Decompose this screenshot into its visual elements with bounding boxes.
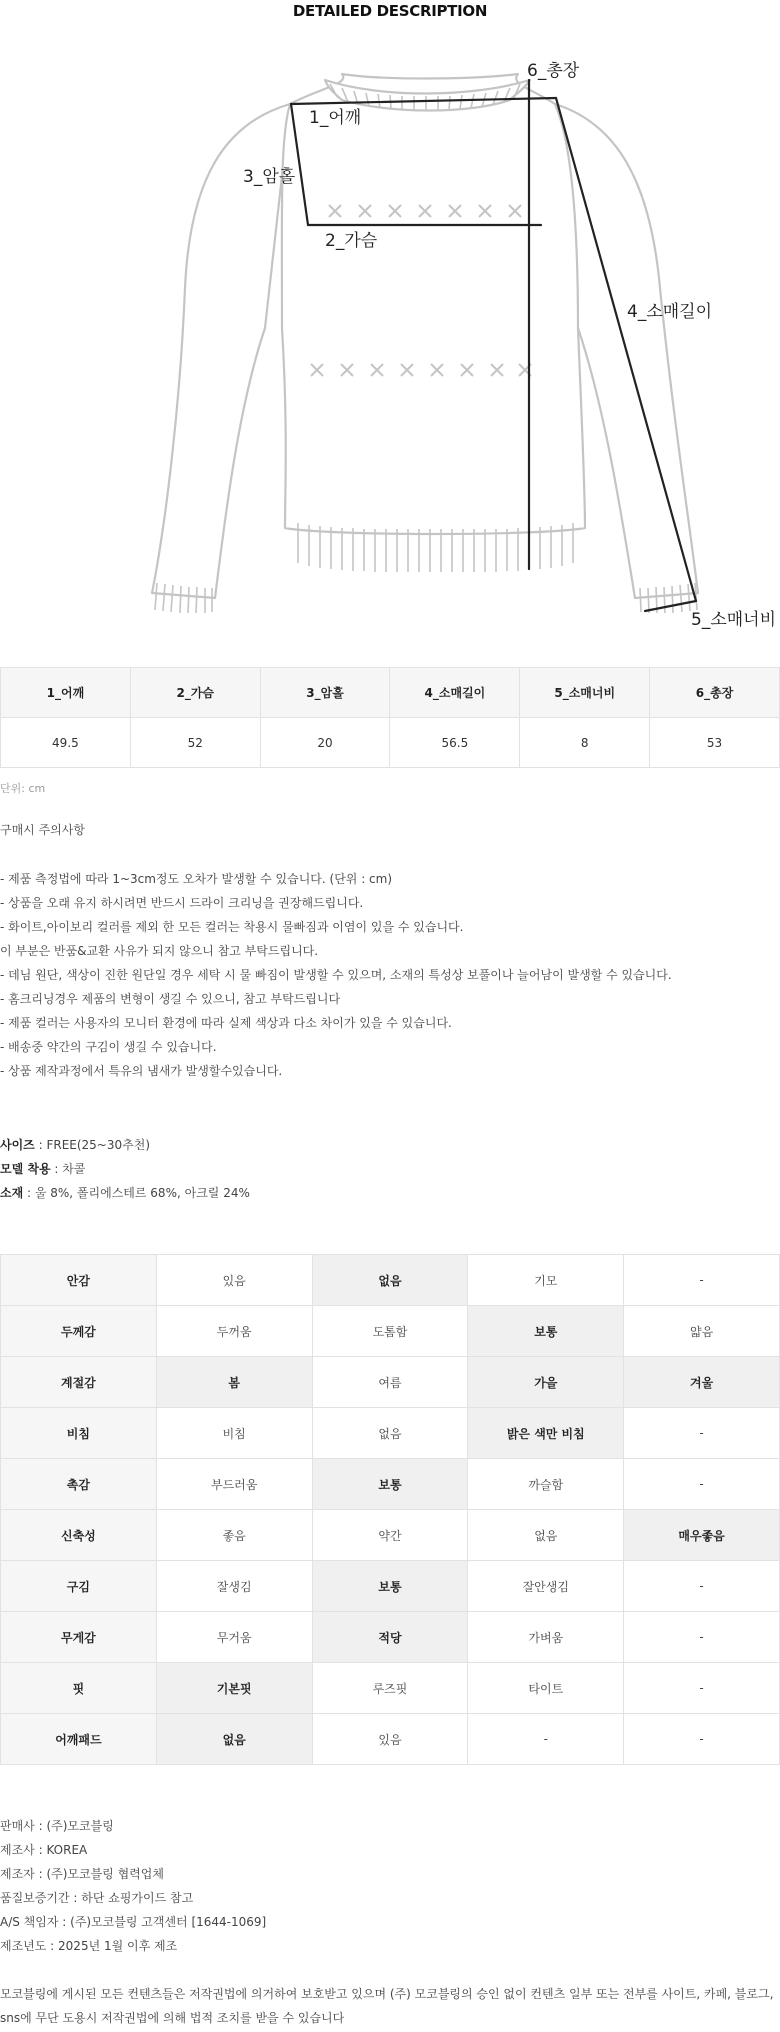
- feel-row-label: 구김: [1, 1561, 157, 1612]
- feel-cell-selected: 보통: [312, 1459, 468, 1510]
- unit-note: 단위: cm: [0, 782, 46, 795]
- label-shoulder: 1_어깨: [309, 108, 362, 128]
- size-header-cell: 6_총장: [650, 668, 780, 718]
- feel-row-label: 두께감: [1, 1306, 157, 1357]
- feel-row: [1, 1612, 780, 1663]
- size-value-cell: 52: [130, 718, 260, 768]
- notice-line: - 화이트,아이보리 컬러를 제외 한 모든 컬러는 착용시 물빠짐과 이염이 있을 수 있습니다.: [0, 920, 464, 934]
- feel-cell: 잘안생김: [468, 1561, 624, 1612]
- feel-cell-selected: 매우좋음: [624, 1510, 780, 1561]
- notice-line: - 제품 측정법에 따라 1~3cm정도 오차가 발생할 수 있습니다. (단위 : cm): [0, 872, 393, 886]
- feel-cell: -: [624, 1408, 780, 1459]
- feel-cell: -: [624, 1459, 780, 1510]
- feel-row-label: 비침: [1, 1408, 157, 1459]
- feel-cell: 없음: [312, 1408, 468, 1459]
- size-table: [0, 667, 780, 768]
- feel-cell-selected: 기본핏: [156, 1663, 312, 1714]
- feel-cell-selected: 밝은 색만 비침: [468, 1408, 624, 1459]
- feel-row: [1, 1255, 780, 1306]
- notice-line: - 데님 원단, 색상이 진한 원단일 경우 세탁 시 물 빠짐이 발생할 수 있으며, 소재의 특성상 보풀이나 늘어남이 발생할 수 있습니다.: [0, 968, 672, 982]
- size-header-cell: 3_암홀: [260, 668, 390, 718]
- spec-model-label: 모델 착용: [0, 1162, 51, 1176]
- label-chest: 2_가슴: [325, 231, 378, 251]
- info-line: 판매사 : (주)모코블링: [0, 1819, 114, 1833]
- feel-cell-selected: 겨울: [624, 1357, 780, 1408]
- feel-cell: 좋음: [156, 1510, 312, 1561]
- notice-line: - 상품 제작과정에서 특유의 냄새가 발생할수있습니다.: [0, 1064, 283, 1078]
- spec-material-row: [0, 1181, 250, 1205]
- copyright-notice: 모코블링에 게시된 모든 컨텐츠들은 저작권법에 의거하여 보호받고 있으며 (주) 모코블링의 승인 없이 컨텐츠 일부 또는 전부를 사이트, 카페, 블로그, sns에 무단 도용시 저작권법에 의해 법적 조치를 받을 수 있습니다: [0, 1987, 774, 2025]
- size-table-value-row: [1, 718, 780, 768]
- feel-cell: -: [468, 1714, 624, 1765]
- feel-row: [1, 1714, 780, 1765]
- feel-row-label: 핏: [1, 1663, 157, 1714]
- page-title: DETAILED DESCRIPTION: [292, 2, 488, 20]
- size-value-cell: 53: [650, 718, 780, 768]
- size-value-cell: 8: [520, 718, 650, 768]
- feel-cell: 잘생김: [156, 1561, 312, 1612]
- feel-cell: 있음: [156, 1255, 312, 1306]
- feel-row: [1, 1459, 780, 1510]
- feel-cell: 가벼움: [468, 1612, 624, 1663]
- notice-line: - 제품 컬러는 사용자의 모니터 환경에 따라 실제 색상과 다소 차이가 있을 수 있습니다.: [0, 1016, 452, 1030]
- size-header-cell: 4_소매길이: [390, 668, 520, 718]
- size-value-cell: 49.5: [1, 718, 131, 768]
- feel-cell: 약간: [312, 1510, 468, 1561]
- feel-row: [1, 1408, 780, 1459]
- purchase-notice: [0, 820, 780, 1083]
- size-header-cell: 5_소매너비: [520, 668, 650, 718]
- feel-cell: 두꺼움: [156, 1306, 312, 1357]
- feel-row-label: 촉감: [1, 1459, 157, 1510]
- feel-cell: 무거움: [156, 1612, 312, 1663]
- spec-material-label: 소재: [0, 1186, 24, 1200]
- feel-row-label: 계절감: [1, 1357, 157, 1408]
- feel-cell-selected: 보통: [468, 1306, 624, 1357]
- info-line: 제조년도 : 2025년 1월 이후 제조: [0, 1939, 178, 1953]
- feel-row: [1, 1306, 780, 1357]
- feel-cell: 비침: [156, 1408, 312, 1459]
- feel-cell: 없음: [468, 1510, 624, 1561]
- feel-cell-selected: 보통: [312, 1561, 468, 1612]
- notice-line: - 홈크리닝경우 제품의 변형이 생길 수 있으니, 참고 부탁드립니다: [0, 992, 341, 1006]
- feel-cell: -: [624, 1612, 780, 1663]
- fabric-feel-table: [0, 1254, 780, 1765]
- feel-cell: 기모: [468, 1255, 624, 1306]
- feel-cell: -: [624, 1255, 780, 1306]
- size-table-header-row: [1, 668, 780, 718]
- feel-cell: 도톰함: [312, 1306, 468, 1357]
- manufacturer-info: [0, 1814, 266, 1958]
- feel-cell: -: [624, 1663, 780, 1714]
- feel-row-label: 무게감: [1, 1612, 157, 1663]
- feel-cell: 까슬함: [468, 1459, 624, 1510]
- sweater-measurement-diagram: [0, 28, 780, 640]
- feel-cell-selected: 봄: [156, 1357, 312, 1408]
- feel-cell: 있음: [312, 1714, 468, 1765]
- label-sleeve-width: 5_소매너비: [691, 610, 777, 630]
- feel-cell-selected: 없음: [312, 1255, 468, 1306]
- feel-row-label: 신축성: [1, 1510, 157, 1561]
- feel-row-label: 안감: [1, 1255, 157, 1306]
- product-spec: [0, 1133, 250, 1205]
- info-line: 품질보증기간 : 하단 쇼핑가이드 참고: [0, 1891, 194, 1905]
- label-armhole: 3_암홀: [243, 167, 296, 187]
- feel-cell-selected: 없음: [156, 1714, 312, 1765]
- notice-line: - 배송중 약간의 구김이 생길 수 있습니다.: [0, 1040, 217, 1054]
- size-value-cell: 20: [260, 718, 390, 768]
- spec-model-value: : 차콜: [50, 1162, 86, 1176]
- feel-cell: 얇음: [624, 1306, 780, 1357]
- spec-material-value: : 울 8%, 폴리에스테르 68%, 아크릴 24%: [23, 1186, 250, 1200]
- feel-cell-selected: 적당: [312, 1612, 468, 1663]
- feel-cell-selected: 가을: [468, 1357, 624, 1408]
- info-line: A/S 책임자 : (주)모코블링 고객센터 [1644-1069]: [0, 1915, 267, 1929]
- feel-row: [1, 1510, 780, 1561]
- spec-model-row: [0, 1157, 250, 1181]
- sweater-outline: [152, 74, 698, 598]
- size-value-cell: 56.5: [390, 718, 520, 768]
- size-header-cell: 1_어깨: [1, 668, 131, 718]
- spec-size-label: 사이즈: [0, 1138, 35, 1152]
- notice-line: 이 부분은 반품&교환 사유가 되지 않으니 참고 부탁드립니다.: [0, 944, 319, 958]
- sleeve-width-line: [645, 601, 696, 611]
- spec-size-value: : FREE(25~30추천): [34, 1138, 150, 1152]
- feel-cell: 타이트: [468, 1663, 624, 1714]
- feel-cell: -: [624, 1561, 780, 1612]
- label-sleeve-length: 4_소매길이: [627, 302, 713, 322]
- feel-cell: 여름: [312, 1357, 468, 1408]
- feel-row: [1, 1663, 780, 1714]
- info-line: 제조사 : KOREA: [0, 1843, 88, 1857]
- size-header-cell: 2_가슴: [130, 668, 260, 718]
- feel-cell: 루즈핏: [312, 1663, 468, 1714]
- feel-row: [1, 1357, 780, 1408]
- feel-row: [1, 1561, 780, 1612]
- spec-size-row: [0, 1133, 250, 1157]
- feel-cell: -: [624, 1714, 780, 1765]
- notice-heading: 구매시 주의사항: [0, 823, 85, 837]
- feel-row-label: 어깨패드: [1, 1714, 157, 1765]
- label-total-length: 6_총장: [527, 61, 580, 81]
- feel-cell: 부드러움: [156, 1459, 312, 1510]
- info-line: 제조자 : (주)모코블링 협력업체: [0, 1867, 164, 1881]
- notice-line: - 상품을 오래 유지 하시려면 반드시 드라이 크리닝을 권장해드립니다.: [0, 896, 364, 910]
